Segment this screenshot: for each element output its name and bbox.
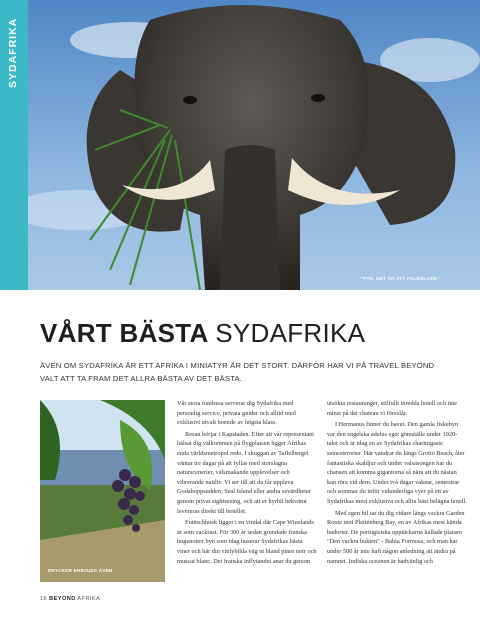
grapes-photo (40, 400, 165, 582)
column1-paragraph: Franschhoek ligger i en vindal där Cape Winelands är som vackrast. För 300 år sedan grundade franska hugenotter byn som idag huserar Sydafrikas bästa viner och här din vinlybilda väg ut bland pinot noir och muscat blanc. Det franska inflytandet anar du genom (177, 519, 317, 565)
headline-bold: VÅRT BÄSTA (40, 318, 208, 348)
column1-paragraph: Resan börjar i Kapstaden. Efter att vår representant hälsat dig välkommen på flygplatsen ligger Afrikas enda världsmetropol redo. I skuggan av Taffelberget väntar tre dagar på att fyllas med storslagna naturscenerier, välsmakande upplevelser och vibrerande nattliv. Vi ser till att du får uppleva Godahoppsudden, Seal Island eller andra sevärdheter genom privat sightseeing, och att er hyrbil bekvämt levereras direkt till hotellet. (177, 430, 315, 515)
article-lead: ÄVEN OM SYDAFRIKA ÄR ETT AFRIKA I MINIATYR ÄR DET STORT. DÄRFÖR HAR VI PÅ TRAVEL BEYOND VALT ATT TA FRAM DET ALLRA BÄSTA AV DET BÄSTA. (40, 361, 435, 383)
hero-photo-elephant (0, 0, 480, 290)
column2-paragraph: I Hermanus finner du havet. Den gamla fiskebyn var den engelska adelns eget gömställe under 1920-talet och är idag en av Sydafrikas charmigaste semesterorter. Här vandrar du längs Grotto Beach, åter fantastiska skaldjur och under valsäsongen har du chansen att komma gigantorna så nära att du nästan kan röra vid dem. Under två dagar vaknar, semestrar och sommar du inför vidunderliga vyer på ett av Sydafrikas mest exklusiva och allra bäst belägna hotell. (327, 421, 467, 505)
page-footer (40, 596, 100, 602)
article-column-2 (327, 399, 467, 568)
page-number: 16 (40, 596, 48, 602)
vineyard-illustration (40, 400, 165, 582)
column2-paragraph: Med egen bil tar du dig vidare längs vackra Garden Route mot Plettenberg Bay, en av Afrikas mest kända badorter. De portugisiska upptäckarna kallade platsen "Den vackra bukten" - Bahia Formosa, och man har under 500 år inte haft någon anledning att ändra på namnet. Indiska oceanen är badvänlig och (327, 509, 465, 565)
column2-paragraph: utsökta restauranger, stilfullt inredda hotell och inte minst på det chateau vi föreslår. (327, 400, 458, 417)
grapes-photo-caption: DRYCKER ERBJUDS ÄVEN (48, 568, 113, 573)
headline-light: SYDAFRIKA (215, 318, 366, 348)
footer-brand: BEYOND (49, 596, 76, 602)
footer-section: AFRIKA (77, 596, 101, 602)
article-column-1 (177, 399, 317, 568)
article-headline (40, 318, 365, 349)
section-tab (0, 0, 28, 290)
section-tab-label: SYDAFRIKA (7, 17, 19, 88)
elephant-illustration (0, 0, 480, 290)
hero-photo-caption: "FYS, DET ÄR ATT PALMBLADE" (360, 276, 440, 281)
column1-paragraph: Vår stora rundresa serverar dig Sydafrika med personlig service, privata guider och alltid med exklusivt utvalt boende av högsta klass. (177, 400, 296, 427)
